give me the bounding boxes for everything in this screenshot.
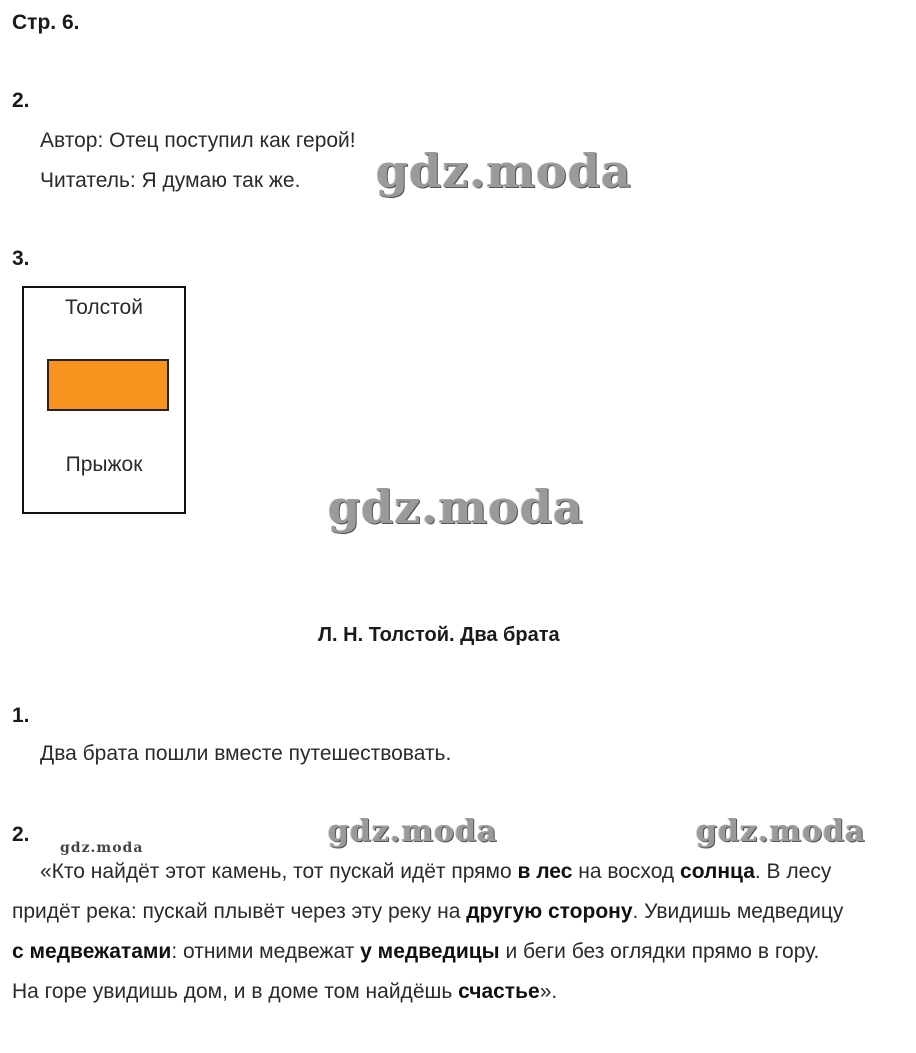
quote-bold: с медвежатами bbox=[12, 940, 172, 963]
quote-text: на восход bbox=[572, 860, 681, 883]
quote-text: ». bbox=[539, 980, 558, 1003]
genre-color-swatch bbox=[47, 359, 169, 411]
watermark: gdz.moda bbox=[328, 814, 498, 849]
task-2-number: 2. bbox=[12, 89, 30, 112]
model-box bbox=[22, 286, 186, 514]
quote-paragraph bbox=[12, 852, 843, 1012]
author-line: Автор: Отец поступил как герой! bbox=[40, 129, 356, 152]
quote-text: : отними медвежат bbox=[171, 940, 361, 963]
quote-text: . В лесу bbox=[754, 860, 832, 883]
quote-text: . Увидишь медведицу bbox=[632, 900, 844, 923]
quote-text: «Кто найдёт этот камень, тот пускай идёт прямо bbox=[40, 860, 518, 883]
quote-bold: другую сторону bbox=[466, 900, 633, 923]
reader-line: Читатель: Я думаю так же. bbox=[40, 169, 301, 192]
watermark: gdz.moda bbox=[696, 814, 866, 849]
task-3-number: 3. bbox=[12, 247, 30, 270]
title-label: Прыжок bbox=[65, 453, 143, 476]
quote-bold: у медведицы bbox=[360, 940, 500, 963]
watermark: gdz.moda bbox=[376, 144, 632, 198]
page-header: Стр. 6. bbox=[12, 11, 80, 34]
watermark: gdz.moda bbox=[60, 840, 144, 856]
task-1-answer: Два брата пошли вместе путешествовать. bbox=[40, 742, 452, 765]
quote-text: придёт река: пускай плывёт через эту реку на bbox=[12, 900, 467, 923]
quote-text: На горе увидишь дом, и в доме том найдёшь bbox=[12, 980, 459, 1003]
quote-bold: счастье bbox=[458, 980, 540, 1003]
quote-bold: солнца bbox=[680, 860, 755, 883]
task-2b-number: 2. bbox=[12, 823, 30, 846]
section-title: Л. Н. Толстой. Два брата bbox=[318, 624, 560, 646]
task-1-number: 1. bbox=[12, 704, 30, 727]
watermark: gdz.moda bbox=[328, 480, 584, 534]
quote-bold: в лес bbox=[517, 860, 573, 883]
author-label: Толстой bbox=[65, 296, 143, 319]
quote-text: и беги без оглядки прямо в гору. bbox=[499, 940, 820, 963]
